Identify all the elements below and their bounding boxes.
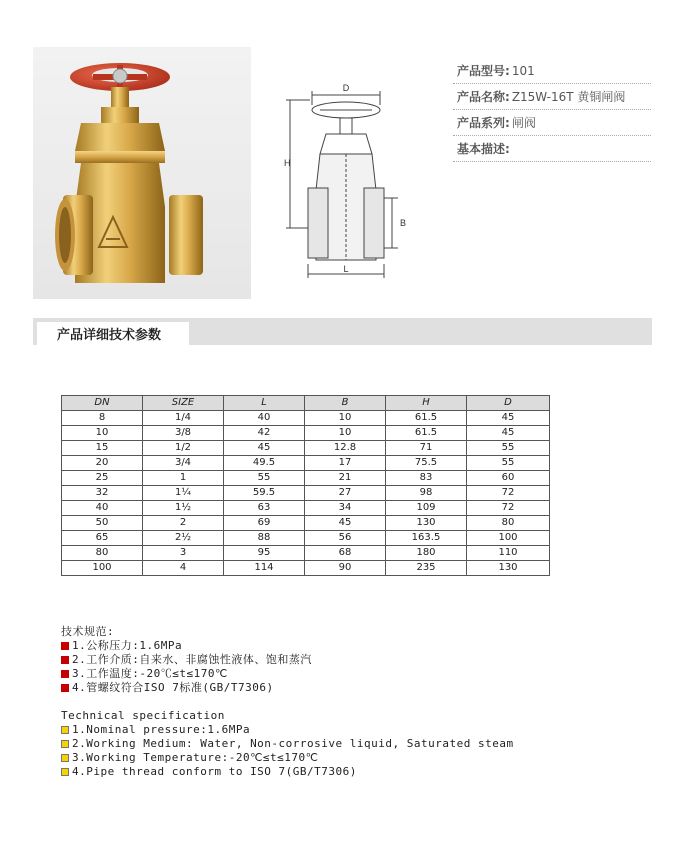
- bullet-square-icon: [61, 670, 69, 678]
- table-body: [62, 411, 550, 576]
- product-info: [453, 58, 651, 162]
- table-cell: 60: [467, 471, 550, 486]
- table-cell: 56: [305, 531, 386, 546]
- note-item: [61, 681, 514, 695]
- table-row: [62, 561, 550, 576]
- section-header-bar: [33, 318, 652, 345]
- table-row: [62, 531, 550, 546]
- note-item: [61, 765, 514, 779]
- name-label: 产品名称:: [457, 90, 510, 104]
- table-cell: 1/4: [143, 411, 224, 426]
- table-cell: 95: [224, 546, 305, 561]
- gate-valve-illustration: [33, 47, 251, 299]
- table-cell: 55: [467, 456, 550, 471]
- dim-label-l: L: [343, 264, 349, 274]
- spec-table: [61, 395, 550, 576]
- series-label: 产品系列:: [457, 116, 510, 130]
- table-cell: 163.5: [386, 531, 467, 546]
- dim-label-h: H: [284, 158, 291, 168]
- table-cell: 80: [62, 546, 143, 561]
- table-cell: 68: [305, 546, 386, 561]
- note-text: 1.公称压力:1.6MPa: [72, 639, 183, 652]
- table-cell: 27: [305, 486, 386, 501]
- bullet-square-icon: [61, 684, 69, 692]
- note-text: 2.Working Medium: Water, Non-corrosive liquid, Saturated steam: [72, 737, 514, 750]
- table-cell: 63: [224, 501, 305, 516]
- table-cell: 61.5: [386, 411, 467, 426]
- col-header-h: H: [386, 396, 467, 411]
- table-row: [62, 456, 550, 471]
- model-label: 产品型号:: [457, 64, 510, 78]
- table-cell: 3/8: [143, 426, 224, 441]
- note-item: [61, 723, 514, 737]
- name-value: Z15W-16T 黄铜闸阀: [511, 90, 626, 104]
- section-title: 产品详细技术参数: [37, 322, 189, 345]
- note-item: [61, 737, 514, 751]
- note-item: [61, 639, 514, 653]
- table-cell: 3/4: [143, 456, 224, 471]
- table-cell: 180: [386, 546, 467, 561]
- product-photo: [33, 47, 251, 299]
- table-cell: 98: [386, 486, 467, 501]
- table-cell: 55: [224, 471, 305, 486]
- table-cell: 1: [143, 471, 224, 486]
- table-cell: 1½: [143, 501, 224, 516]
- table-cell: 17: [305, 456, 386, 471]
- col-header-l: L: [224, 396, 305, 411]
- table-cell: 1/2: [143, 441, 224, 456]
- table-cell: 88: [224, 531, 305, 546]
- table-cell: 25: [62, 471, 143, 486]
- table-cell: 80: [467, 516, 550, 531]
- table-cell: 10: [305, 426, 386, 441]
- note-item: [61, 751, 514, 765]
- table-row: [62, 441, 550, 456]
- table-cell: 55: [467, 441, 550, 456]
- note-text: 4.管螺纹符合ISO 7标准(GB/T7306): [72, 681, 274, 694]
- bullet-square-icon: [61, 768, 69, 776]
- bullet-square-icon: [61, 754, 69, 762]
- table-cell: 45: [467, 426, 550, 441]
- table-cell: 50: [62, 516, 143, 531]
- table-cell: 72: [467, 486, 550, 501]
- product-series-row: [453, 110, 651, 136]
- bullet-square-icon: [61, 642, 69, 650]
- table-cell: 72: [467, 501, 550, 516]
- table-cell: 49.5: [224, 456, 305, 471]
- table-cell: 12.8: [305, 441, 386, 456]
- table-cell: 34: [305, 501, 386, 516]
- dim-label-b: B: [400, 218, 407, 228]
- note-item: [61, 653, 514, 667]
- table-cell: 130: [386, 516, 467, 531]
- table-cell: 2½: [143, 531, 224, 546]
- spec-notes: [61, 625, 514, 779]
- table-cell: 59.5: [224, 486, 305, 501]
- table-row: [62, 411, 550, 426]
- col-header-d: D: [467, 396, 550, 411]
- table-cell: 4: [143, 561, 224, 576]
- table-cell: 45: [224, 441, 305, 456]
- table-cell: 65: [62, 531, 143, 546]
- dim-label-d: D: [342, 83, 350, 93]
- table-cell: 109: [386, 501, 467, 516]
- bullet-square-icon: [61, 656, 69, 664]
- col-header-dn: DN: [62, 396, 143, 411]
- product-desc-row: [453, 136, 651, 162]
- notes-en-list: [61, 723, 514, 779]
- table-row: [62, 471, 550, 486]
- note-text: 1.Nominal pressure:1.6MPa: [72, 723, 251, 736]
- table-cell: 110: [467, 546, 550, 561]
- table-cell: 114: [224, 561, 305, 576]
- valve-dimension-drawing: [280, 80, 410, 280]
- note-text: 2.工作介质:自来水、非腐蚀性液体、饱和蒸汽: [72, 653, 312, 666]
- series-value[interactable]: 闸阀: [511, 116, 536, 130]
- desc-label: 基本描述:: [457, 142, 510, 156]
- table-cell: 71: [386, 441, 467, 456]
- table-cell: 21: [305, 471, 386, 486]
- product-model-row: [453, 58, 651, 84]
- table-cell: 10: [305, 411, 386, 426]
- table-row: [62, 486, 550, 501]
- table-cell: 235: [386, 561, 467, 576]
- table-cell: 40: [62, 501, 143, 516]
- table-cell: 61.5: [386, 426, 467, 441]
- table-cell: 1¼: [143, 486, 224, 501]
- product-name-row: [453, 84, 651, 110]
- table-row: [62, 426, 550, 441]
- note-text: 3.工作温度:-20℃≤t≤170℃: [72, 667, 228, 680]
- table-cell: 45: [467, 411, 550, 426]
- table-cell: 130: [467, 561, 550, 576]
- table-cell: 3: [143, 546, 224, 561]
- table-cell: 100: [467, 531, 550, 546]
- note-item: [61, 667, 514, 681]
- table-cell: 42: [224, 426, 305, 441]
- col-header-b: B: [305, 396, 386, 411]
- bullet-square-icon: [61, 726, 69, 734]
- notes-en-title: Technical specification: [61, 709, 225, 722]
- table-cell: 69: [224, 516, 305, 531]
- note-text: 3.Working Temperature:-20℃≤t≤170℃: [72, 751, 319, 764]
- note-text: 4.Pipe thread conform to ISO 7(GB/T7306): [72, 765, 357, 778]
- table-cell: 90: [305, 561, 386, 576]
- col-header-size: SIZE: [143, 396, 224, 411]
- table-cell: 10: [62, 426, 143, 441]
- table-cell: 40: [224, 411, 305, 426]
- table-row: [62, 501, 550, 516]
- notes-cn-list: [61, 639, 514, 695]
- bullet-square-icon: [61, 740, 69, 748]
- technical-drawing: [280, 80, 410, 280]
- table-cell: 75.5: [386, 456, 467, 471]
- table-cell: 45: [305, 516, 386, 531]
- notes-cn-title: 技术规范:: [61, 625, 115, 638]
- table-cell: 100: [62, 561, 143, 576]
- table-cell: 2: [143, 516, 224, 531]
- table-row: [62, 546, 550, 561]
- table-cell: 8: [62, 411, 143, 426]
- table-header-row: [62, 396, 550, 411]
- table-cell: 20: [62, 456, 143, 471]
- model-value: 101: [511, 63, 535, 78]
- table-row: [62, 516, 550, 531]
- table-cell: 15: [62, 441, 143, 456]
- table-cell: 83: [386, 471, 467, 486]
- table-cell: 32: [62, 486, 143, 501]
